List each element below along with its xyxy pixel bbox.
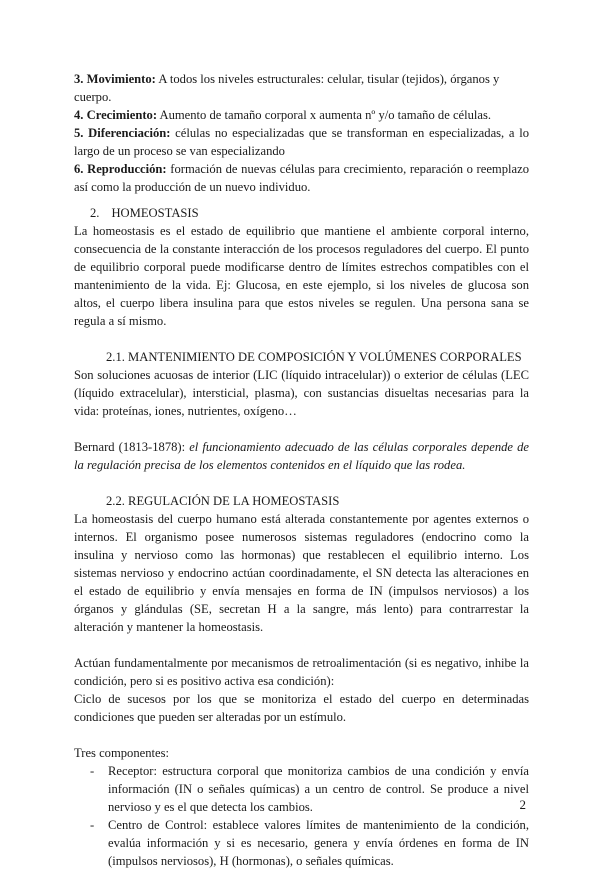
section-heading-2-1: 2.1. MANTENIMIENTO DE COMPOSICIÓN Y VOLÚMENES CORPORALES: [106, 350, 522, 364]
list-item: [90, 762, 529, 816]
list-item: [74, 160, 529, 196]
feedback-paragraph: Actúan fundamentalmente por mecanismos de retroalimentación (si es negativo, inhibe la condición, pero si es positivo activa esa condición):: [74, 656, 529, 688]
dash-bullet: -: [90, 764, 95, 778]
section-heading-2-2: 2.2. REGULACIÓN DE LA HOMEOSTASIS: [106, 494, 340, 508]
regulation-paragraph: La homeostasis del cuerpo humano está alterada constantemente por agentes externos o internos. El organismo posee numerosos sistemas reguladores (endocrino como la insulina y nervioso como las hormonas) que restablecen el equilibrio interno. Los sistemas nervioso y endocrino actúan coordinadamente, el SN detecta las alteraciones en el estado de equilibrio y envía mensajes en forma de IN (impulsos nerviosos) a los órganos y glándulas (SE, secretan H a la sangre, más lento) para contrarrestar la alteración y mantener la homeostasis.: [74, 512, 529, 634]
cycle-paragraph: Ciclo de sucesos por los que se monitoriza el estado del cuerpo en determinadas condiciones que pueden ser alteradas por un estímulo.: [74, 692, 529, 724]
components-list: [74, 762, 529, 870]
item-number: 3.: [74, 72, 84, 86]
bernard-quote: [74, 438, 529, 474]
section-heading-homeostasis: [74, 204, 529, 222]
item-text: formación de nuevas células para crecimiento, reparación o reemplazo así como la producción de un nuevo individuo.: [74, 162, 529, 194]
components-intro: Tres componentes:: [74, 746, 170, 760]
quote-author: Bernard (1813-1878):: [74, 440, 190, 454]
dash-bullet: -: [90, 818, 95, 832]
component-text: Centro de Control: establece valores límites de mantenimiento de la condición, evalúa información y si es necesario, genera y envía órdenes en forma de IN (impulsos nerviosos), H (hormonas), o señales químicas.: [108, 818, 529, 868]
item-number: 4.: [74, 108, 84, 122]
component-text: Receptor: estructura corporal que monitoriza cambios de una condición y envía información (IN o señales químicas) a un centro de control. Se produce a nivel nervioso y es el que detecta los cambios.: [108, 764, 529, 814]
quote-text: el funcionamiento adecuado de las células corporales depende de la regulación precisa de los elementos contenidos en el líquido que las rodea.: [74, 440, 529, 472]
item-number: 6.: [74, 162, 84, 176]
list-item: [74, 106, 529, 124]
item-text: A todos los niveles estructurales: celular, tisular (tejidos), órganos y cuerpo.: [74, 72, 500, 104]
item-term: Movimiento:: [86, 72, 156, 86]
list-item: [74, 124, 529, 160]
item-term: Reproducción:: [87, 162, 167, 176]
item-text: células no especializadas que se transforman en especializadas, a lo largo de un proceso se van especializando: [74, 126, 529, 158]
list-item: [74, 70, 529, 106]
item-term: Crecimiento:: [86, 108, 158, 122]
list-item: [90, 816, 529, 870]
composition-paragraph: Son soluciones acuosas de interior (LIC (líquido intracelular)) o exterior de células (LEC (líquido extracelular), intersticial, plasma), con sustancias disueltas necesarias para la vida: proteínas, iones, nutrientes, oxígeno…: [74, 368, 529, 418]
heading-title: HOMEOSTASIS: [111, 206, 199, 220]
item-term: Diferenciación:: [88, 126, 171, 140]
homeostasis-paragraph: La homeostasis es el estado de equilibrio que mantiene el ambiente corporal interno, consecuencia de la constante interacción de los procesos reguladores del cuerpo. El punto de equilibrio corporal puede modificarse dentro de límites estrechos compatibles con el mantenimiento de la vida. Ej: Glucosa, en este ejemplo, si los niveles de glucosa son altos, el cuerpo libera insulina para que estos niveles se regulen. Una persona sana se regula a sí mismo.: [74, 224, 529, 328]
item-text: Aumento de tamaño corporal x aumenta nº y/o tamaño de células.: [157, 108, 492, 122]
document-page: [74, 70, 529, 870]
page-number: 2: [519, 797, 526, 812]
item-number: 5.: [74, 126, 84, 140]
heading-number: 2.: [90, 206, 100, 220]
